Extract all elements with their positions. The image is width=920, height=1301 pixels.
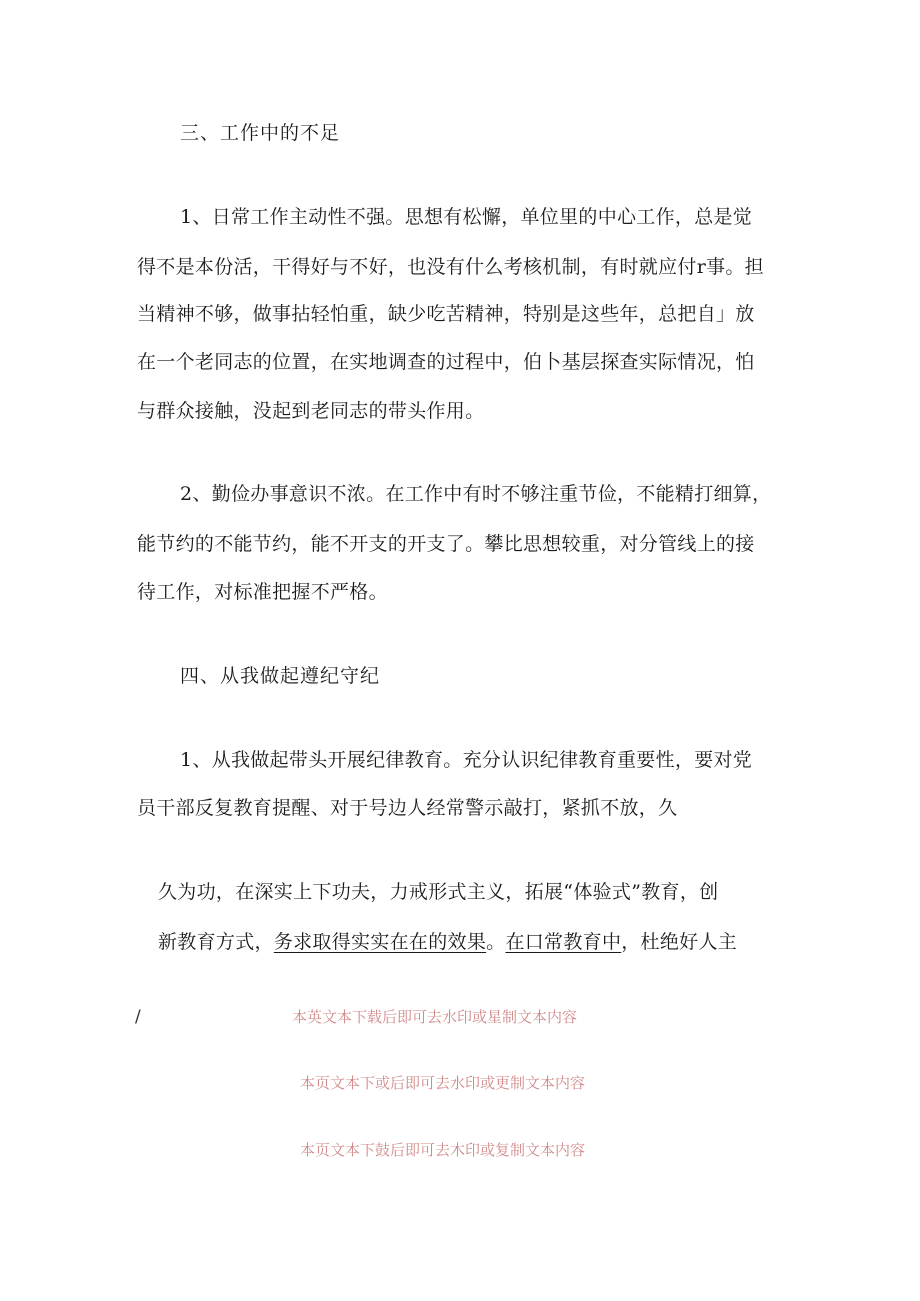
paragraph-line: 得不是本份活，干得好与不好，也没有什么考核机制，有时就应付r事。担 [137,256,764,278]
paragraph-line: 在一个老同志的位置，在实地调查的过程中，伯卜基层探查实际情况，怕 [137,351,755,373]
watermark-text: 本页文本下或后即可去水印或更制文本内容 [300,1074,586,1092]
paragraph-line: 员干部反复教育提醒、对于号边人经常警示敲打，紧抓不放，久 [137,797,678,819]
paragraph-line: 与群众接触，没起到老同志的带头作用。 [137,400,485,422]
paragraph-line [158,930,737,954]
section-heading-3: 三、工作中的不足 [180,122,341,144]
paragraph-line: 2、勤俭办事意识不浓。在工作中有时不够注重节俭，不能精打细算， [180,483,772,505]
paragraph-line: 当精神不够，做事拈轻怕重，缺少吃苦精神，特别是这些年，总把自」放 [137,303,755,325]
text-segment: ，杜绝好人主 [621,931,738,953]
paragraph-line: 能节约的不能节约，能不开支的开支了。攀比思想较重，对分管线上的接 [137,533,755,555]
paragraph-line: 待工作，对标准把握不严格。 [137,581,388,603]
text-segment: 新教育方式， [158,931,274,953]
paragraph-line: 久为功，在深实上下功夫，力戒形式主义，拓展“体验式”教育，创 [158,881,719,903]
text-segment: 。 [486,931,506,953]
slash-mark: / [135,1007,141,1027]
paragraph-line: 1、日常工作主动性不强。思想有松懈，单位里的中心工作，总是觉 [180,206,753,228]
section-heading-4: 四、从我做起遵纪守纪 [180,665,381,687]
watermark-text: 本英文本下载后即可去水印或星制文本内容 [292,1008,578,1026]
watermark-text: 本页文本下鼓后即可去木印或复制文本内容 [300,1141,586,1159]
paragraph-line: 1、从我做起带头开展纪律教育。充分认识纪律教育重要性，要对党 [180,749,753,771]
underlined-text: 在口常教育中 [505,931,622,953]
underlined-text: 务求取得实实在在的效果 [273,931,487,953]
